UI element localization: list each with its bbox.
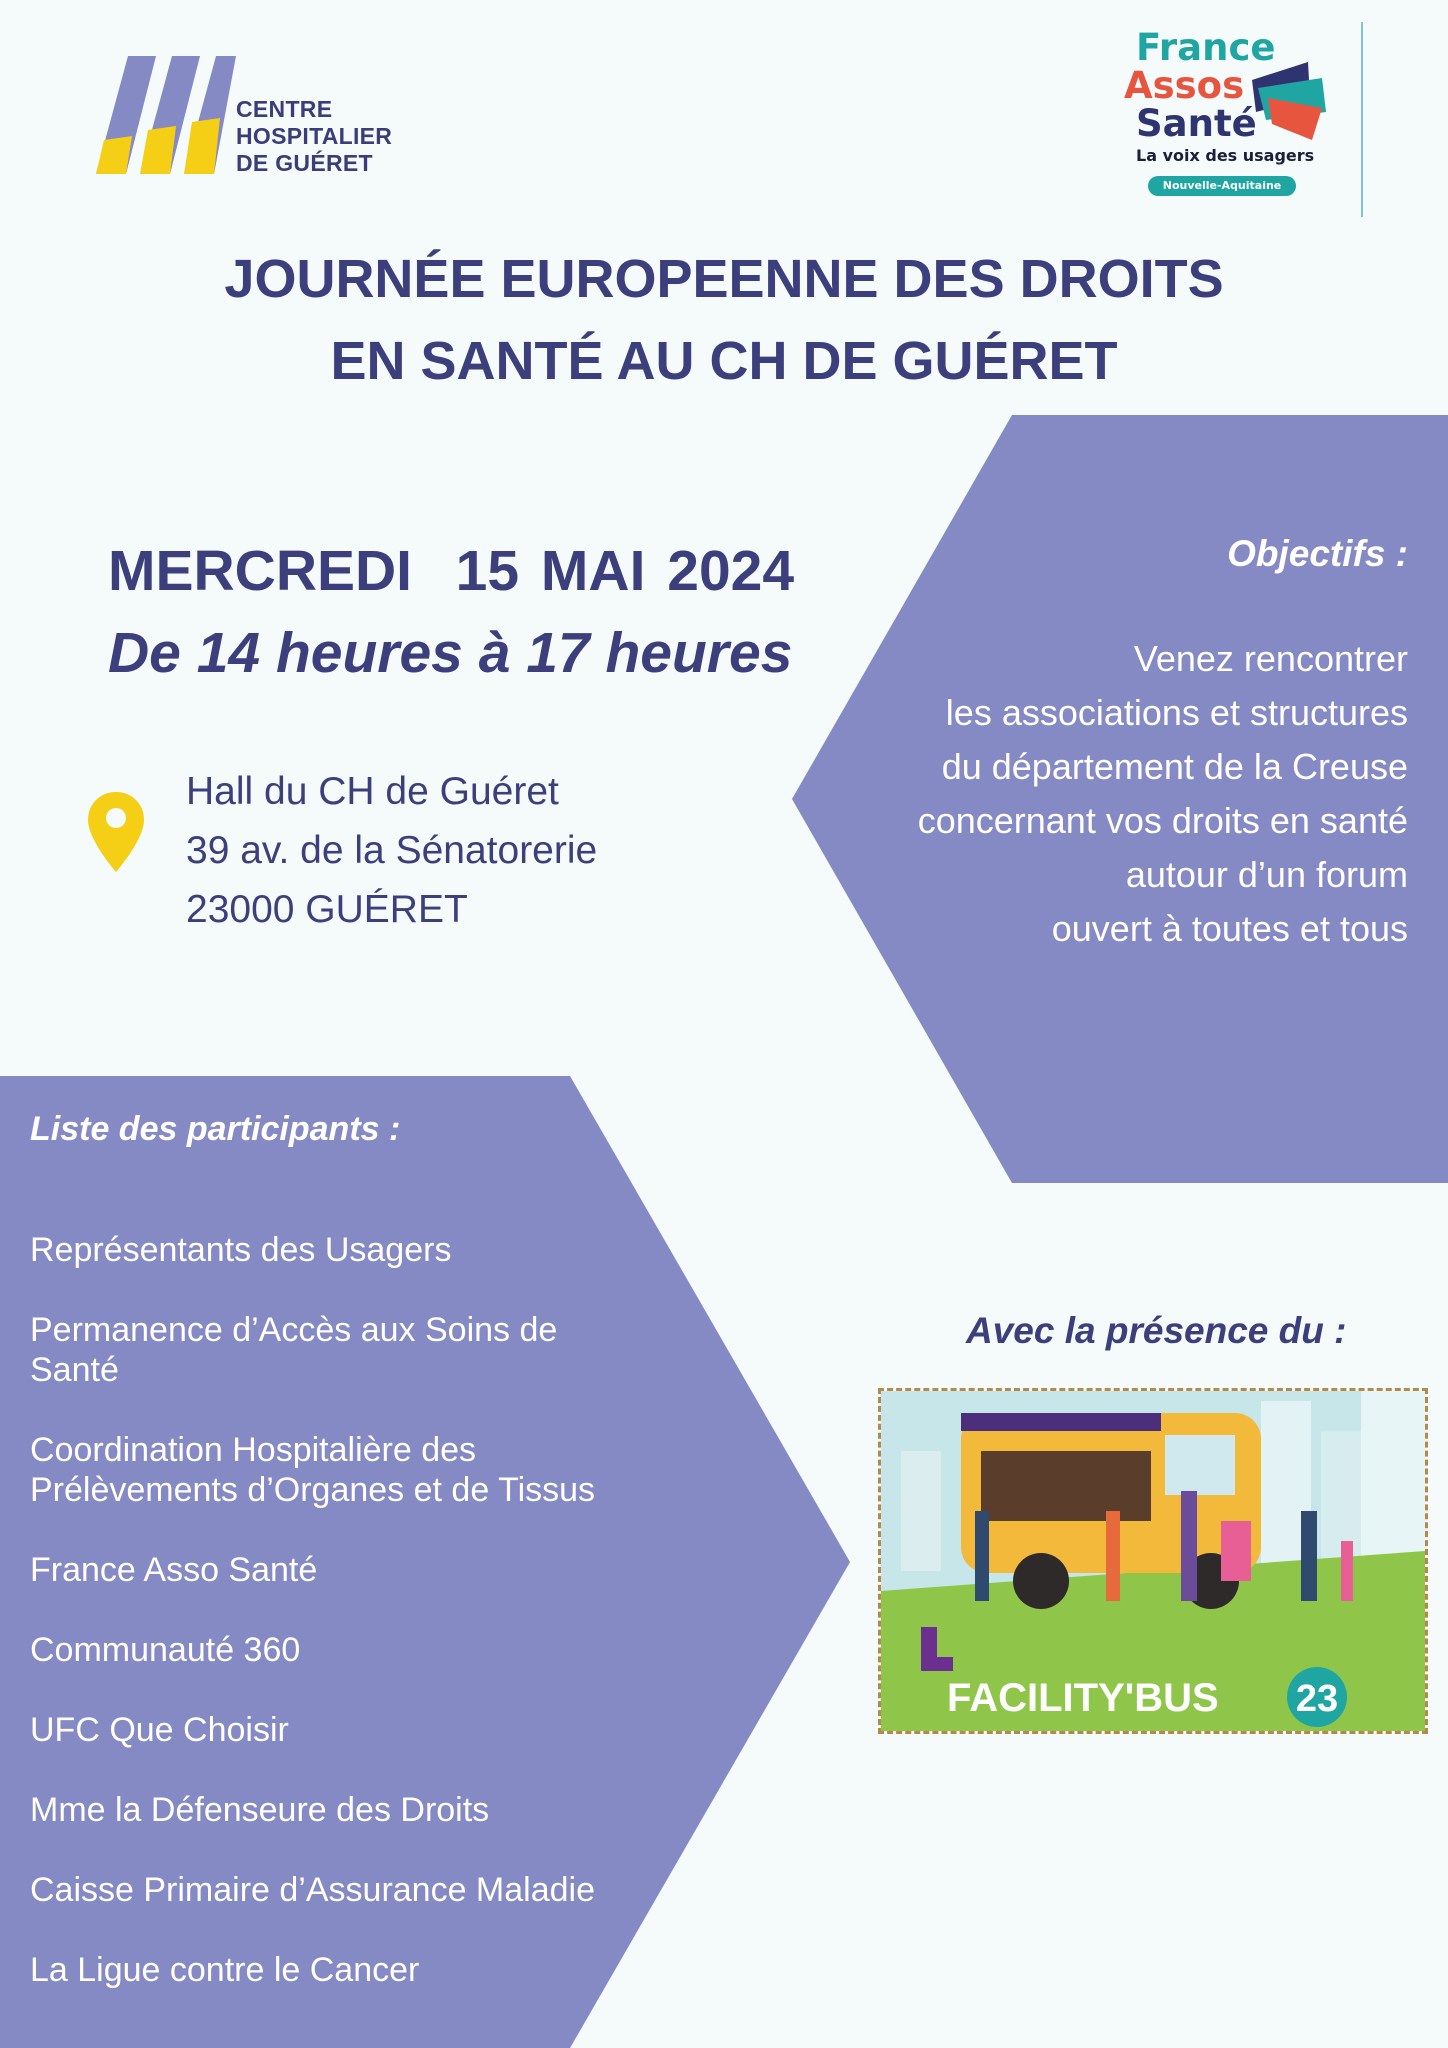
objectives-text [788,632,1408,956]
objectives-line: autour d’un forum [1125,854,1408,895]
participant-item: Coordination Hospitalière des Prélèvements d’Organes et de Tissus [30,1431,596,1509]
facility-bus-illustration [878,1388,1428,1734]
hospital-logo-text [236,96,392,177]
address-line1: Hall du CH de Guéret [186,770,559,813]
participants-title: Liste des participants : [30,1110,401,1148]
objectives-line: du département de la Creuse [941,746,1408,787]
participant-item: Mme la Défenseure des Droits [30,1791,490,1829]
fas-logo-region-badge: Nouvelle-Aquitaine [1148,176,1296,196]
event-address [186,762,597,939]
participant-item: Représentants des Usagers [30,1231,452,1269]
bus-number-label: 23 [1295,1678,1339,1720]
fas-logo-tagline: La voix des usagers [1136,146,1315,165]
address-line3: 23000 GUÉRET [186,888,468,931]
page-title-line2: EN SANTÉ AU CH DE GUÉRET [330,331,1118,391]
participant-item: Permanence d’Accès aux Soins de Santé [30,1311,558,1389]
hospital-logo-line2: HOSPITALIER [236,123,393,149]
objectives-line: les associations et structures [945,692,1408,733]
participant-item: Communauté 360 [30,1631,301,1669]
hospital-logo-line3: DE GUÉRET [236,150,373,176]
presence-title: Avec la présence du : [966,1310,1347,1351]
address-line2: 39 av. de la Sénatorerie [186,829,598,872]
bus-name-label: FACILITY'BUS [947,1676,1219,1720]
fas-logo-france: France [1136,26,1276,69]
hospital-logo-line1: CENTRE [236,96,333,122]
fas-logo-sante: Santé [1136,102,1257,145]
event-hours: De 14 heures à 17 heures [108,621,793,685]
objectives-line: ouvert à toutes et tous [1051,908,1408,949]
objectives-line: concernant vos droits en santé [917,800,1408,841]
participants-list [30,1230,710,2030]
page-title-line1: JOURNÉE EUROPEENNE DES DROITS [224,249,1224,309]
facility-bus-scene [881,1391,1425,1731]
objectives-line: Venez rencontrer [1133,638,1408,679]
objectives-title: Objectifs : [1227,533,1408,574]
page-title [0,238,1448,402]
event-date: MERCREDI 15 MAI 2024 [108,539,795,603]
participant-item: UFC Que Choisir [30,1711,289,1749]
hospital-logo-mark [90,56,240,176]
fas-logo-speech-icon [1246,58,1330,142]
header-divider [1361,22,1363,217]
participant-item: Caisse Primaire d’Assurance Maladie [30,1871,596,1909]
participant-item: La Ligue contre le Cancer [30,1951,420,1989]
fas-logo-assos: Assos [1124,64,1245,107]
location-pin-icon [86,790,146,874]
participant-item: France Asso Santé [30,1551,318,1589]
